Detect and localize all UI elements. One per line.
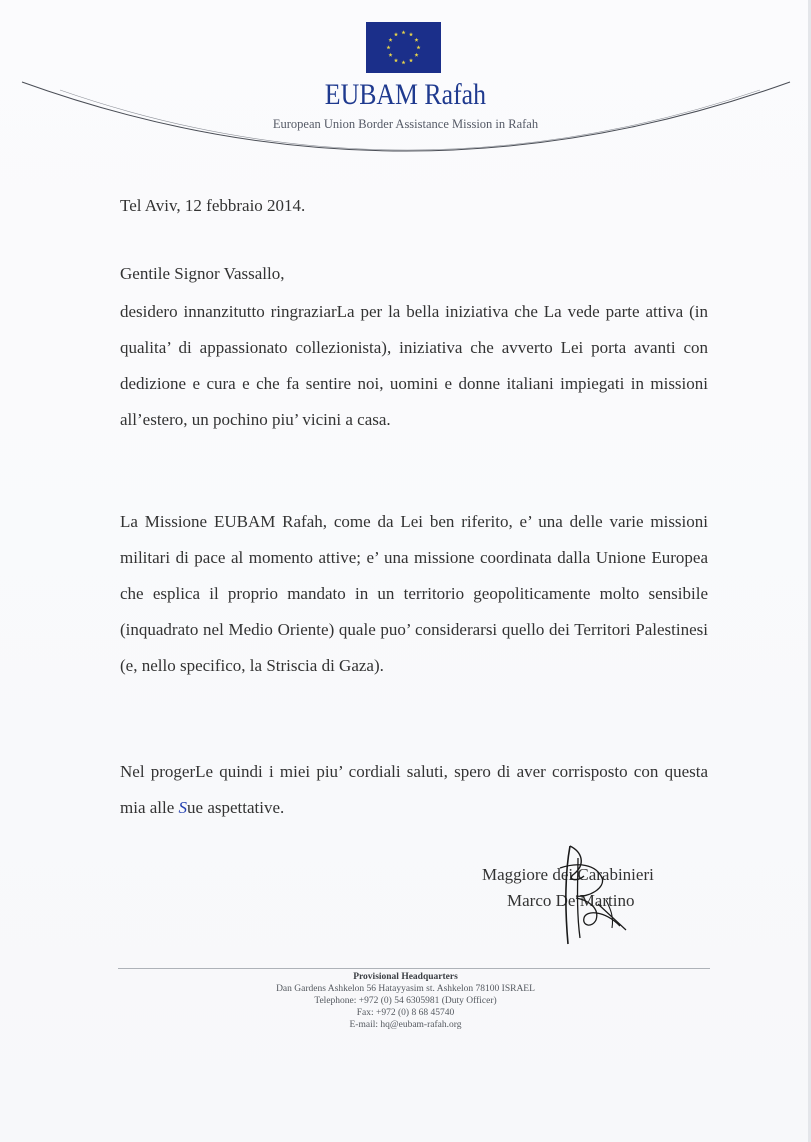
handwritten-correction: S: [178, 798, 188, 817]
footer-title: Provisional Headquarters: [353, 972, 458, 982]
org-subtitle: European Union Border Assistance Mission in Rafah: [272, 117, 539, 131]
footer-divider: [118, 968, 710, 969]
org-name: EUBAM Rafah: [324, 78, 487, 111]
paragraph-1: desidero innanzitutto ringraziarLa per la bella iniziativa che La vede parte attiva (in qualita’ di appassionato collezionista), iniziativa che avverto Lei porta avanti con dedizione e cura e che fa sentire noi, uomini e donne italiani impiegati in missioni all’estero, un pochino piu’ vicini a casa.: [120, 302, 708, 429]
paragraph-3-text-start: Nel progerLe quindi i miei piu’ cordiali saluti, spero di aver corrisposto con questa mia alle: [120, 762, 708, 817]
header-arc-line: [0, 60, 811, 170]
footer-fax: Fax: +972 (0) 8 68 45740: [356, 1008, 455, 1018]
handwritten-signature: [548, 838, 638, 948]
footer-contact: [0, 971, 811, 1031]
paragraph-3-text-end: ue aspettative.: [187, 798, 285, 817]
letter-date: Tel Aviv, 12 febbraio 2014.: [120, 196, 306, 215]
paragraph-2: La Missione EUBAM Rafah, come da Lei ben riferito, e’ una delle varie missioni militari di pace al momento attive; e’ una missione coordinata dalla Unione Europea che esplica il proprio mandato in un territorio geopoliticamente molto sensibile (inquadrato nel Medio Oriente) quale puo’ considerarsi quello dei Territori Palestinesi (e, nello specifico, la Striscia di Gaza).: [120, 512, 708, 675]
paragraph-3: [120, 754, 708, 826]
signatory-rank: Maggiore dei Carabinieri: [482, 865, 654, 884]
footer-address: Dan Gardens Ashkelon 56 Hatayyasim st. Ashkelon 78100 ISRAEL: [276, 984, 535, 994]
signatory-name: Marco De Martino: [507, 891, 635, 910]
salutation: Gentile Signor Vassallo,: [120, 264, 285, 283]
footer-email: E-mail: hq@eubam-rafah.org: [349, 1020, 462, 1030]
footer-telephone: Telephone: +972 (0) 54 6305981 (Duty Officer): [314, 996, 497, 1006]
